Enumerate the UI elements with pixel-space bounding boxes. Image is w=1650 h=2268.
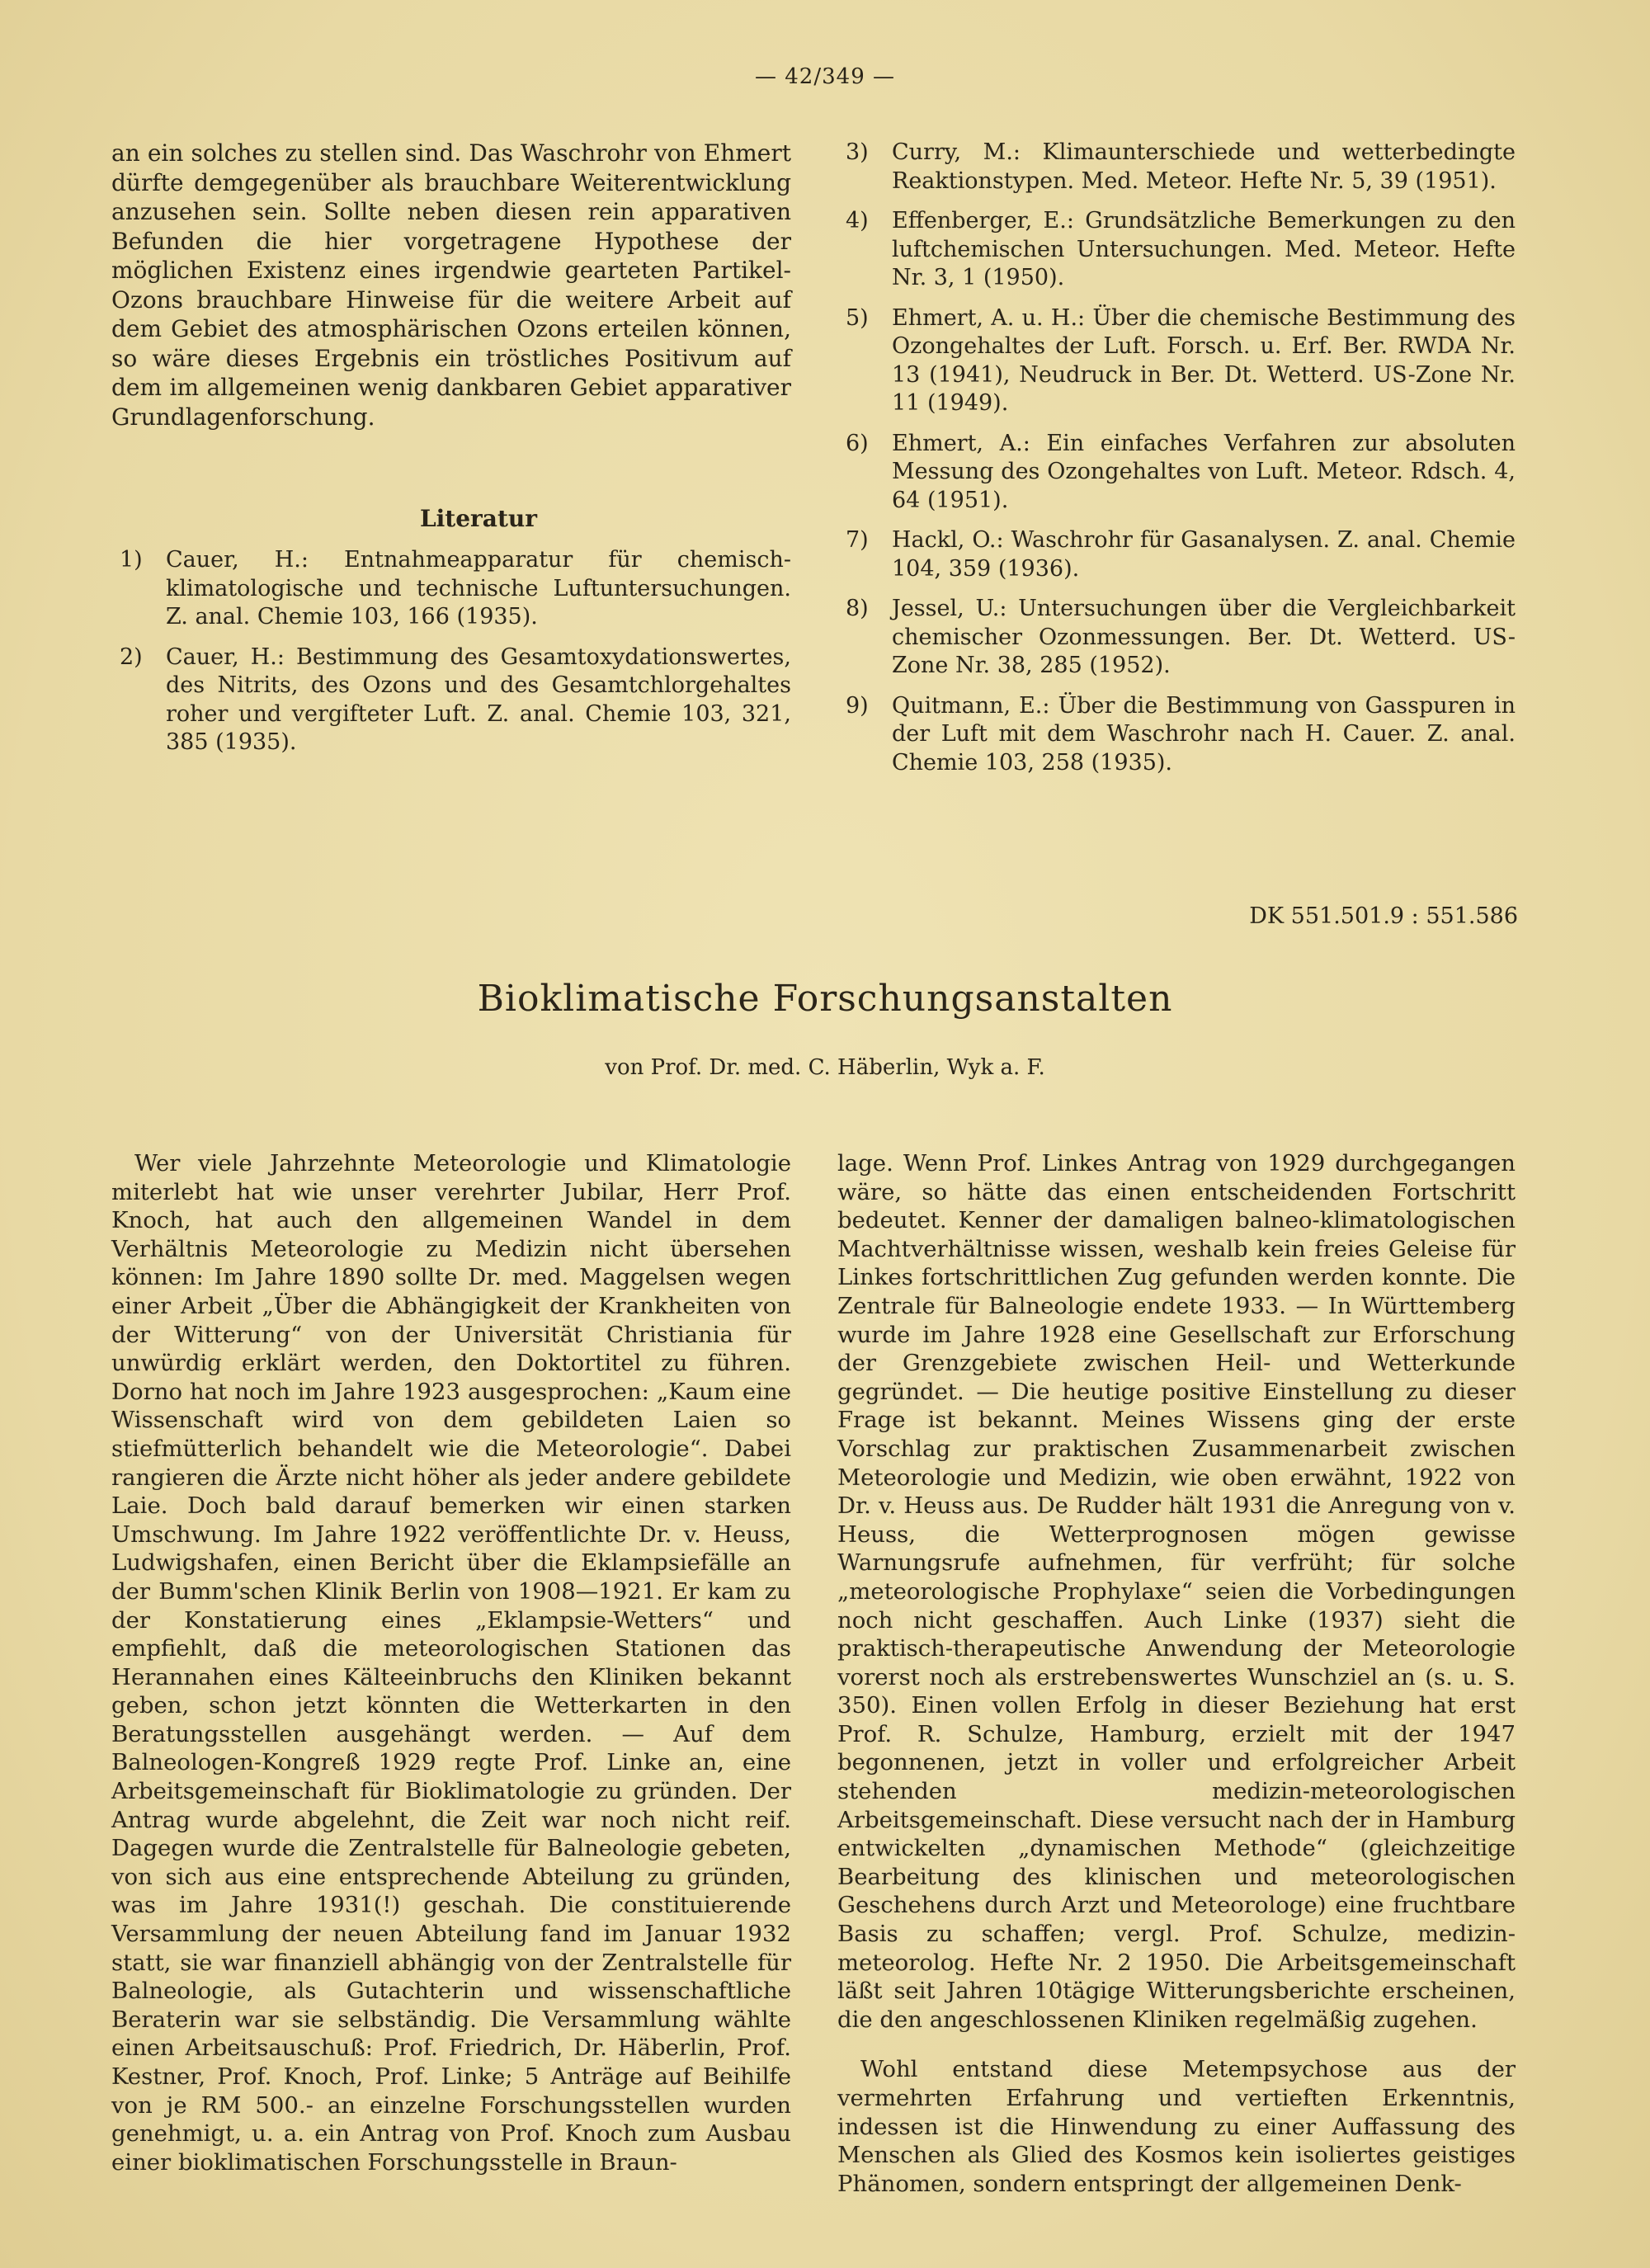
dk-classification: DK 551.501.9 : 551.586	[1249, 903, 1518, 929]
top-left-column	[111, 139, 791, 431]
reference-item: 3) Curry, M.: Klimaunterschiede und wetterbedingte Reaktionstypen. Med. Meteor. Hefte Nr. 5, 39 (1951).	[846, 139, 1516, 194]
reference-item: 2) Cauer, H.: Bestimmung des Gesamtoxydationswertes, des Nitrits, des Ozons und des Gesamtchlorgehaltes roher und vergifteter Luft. Z. anal. Chemie 103, 321, 385 (1935).	[120, 644, 791, 755]
reference-item: 6) Ehmert, A.: Ein einfaches Verfahren zur absoluten Messung des Ozongehaltes von Luft. Meteor. Rdsch. 4, 64 (1951).	[846, 430, 1516, 513]
reference-item: 5) Ehmert, A. u. H.: Über die chemische Bestimmung des Ozongehaltes der Luft. Forsch. u. Erf. Ber. RWDA Nr. 13 (1941), Neudruck in Ber. Dt. Wetterd. US-Zone Nr. 11 (1949).	[846, 304, 1516, 416]
reference-item: 4) Effenberger, E.: Grundsätzliche Bemerkungen zu den luftchemischen Untersuchungen. Med. Meteor. Hefte Nr. 3, 1 (1950).	[846, 208, 1516, 290]
article-right-column	[837, 1149, 1516, 2198]
article-paragraph: lage. Wenn Prof. Linkes Antrag von 1929 durchgegangen wäre, so hätte das einen entscheidenden Fortschritt bedeutet. Kenner der damaligen balneo-klimatologischen Machtverhältnisse wissen, weshalb kein freies Geleise für Linkes fortschrittlichen Zug gefunden werden konnte. Die Zentrale für Balneologie endete 1933. — In Württemberg wurde im Jahre 1928 eine Gesellschaft zur Erforschung der Grenzgebiete zwischen Heil- und Wetterkunde gegründet. — Die heutige positive Einstellung zu dieser Frage ist bekannt. Meines Wissens ging der erste Vorschlag zur praktischen Zusammenarbeit zwischen Meteorologie und Medizin, wie oben erwähnt, 1922 von Dr. v. Heuss aus. De Rudder hält 1931 die Anregung von v. Heuss, die Wetterprognosen mögen gewisse Warnungsrufe aufnehmen, für verfrüht; für solche „meteorologische Prophylaxe“ seien die Vorbedingungen noch nicht geschaffen. Auch Linke (1937) sieht die praktisch-therapeutische Anwendung der Meteorologie vorerst noch als erstrebenswertes Wunschziel an (s. u. S. 350). Einen vollen Erfolg in dieser Beziehung hat erst Prof. R. Schulze, Hamburg, erzielt mit der 1947 begonnenen, jetzt in voller und erfolgreicher Arbeit stehenden medizin-meteorologischen Arbeitsgemeinschaft. Diese versucht nach der in Hamburg entwickelten „dynamischen Methode“ (gleichzeitige Bearbeitung des klinischen und meteorologischen Geschehens durch Arzt und Meteorologe) eine fruchtbare Basis zu schaffen; vergl. Prof. Schulze, medizin-meteorolog. Hefte Nr. 2 1950. Die Arbeitsgemeinschaft läßt seit Jahren 10tägige Witterungsberichte erscheinen, die den angeschlossenen Kliniken regelmäßig zugehen.	[837, 1150, 1516, 2033]
article-byline: von Prof. Dr. med. C. Häberlin, Wyk a. F.	[605, 1055, 1045, 1080]
references-left	[120, 546, 791, 769]
reference-item: 9) Quitmann, E.: Über die Bestimmung von Gasspuren in der Luft mit dem Waschrohr nach H. Cauer. Z. anal. Chemie 103, 258 (1935).	[846, 692, 1516, 776]
article-left-column	[111, 1149, 791, 2176]
reference-item: 8) Jessel, U.: Untersuchungen über die Vergleichbarkeit chemischer Ozonmessungen. Ber. Dt. Wetterd. US-Zone Nr. 38, 285 (1952).	[846, 596, 1516, 678]
references-right	[846, 139, 1516, 789]
article-paragraph: Wer viele Jahrzehnte Meteorologie und Klimatologie miterlebt hat wie unser verehrter Jubilar, Herr Prof. Knoch, hat auch den allgemeinen Wandel in dem Verhältnis Meteorologie zu Medizin nicht übersehen können: Im Jahre 1890 sollte Dr. med. Maggelsen wegen einer Arbeit „Über die Abhängigkeit der Krankheiten von der Witterung“ von der Universität Christiania für unwürdig erklärt werden, den Doktortitel zu führen. Dorno hat noch im Jahre 1923 ausgesprochen: „Kaum eine Wissenschaft wird von dem gebildeten Laien so stiefmütterlich behandelt wie die Meteorologie“. Dabei rangieren die Ärzte nicht höher als jeder andere gebildete Laie. Doch bald darauf bemerken wir einen starken Umschwung. Im Jahre 1922 veröffentlichte Dr. v. Heuss, Ludwigshafen, einen Bericht über die Eklampsiefälle an der Bumm'schen Klinik Berlin von 1908—1921. Er kam zu der Konstatierung eines „Eklampsie-Wetters“ und empfiehlt, daß die meteorologischen Stationen das Herannahen eines Kälteeinbruchs den Kliniken bekannt geben, schon jetzt könnten die Wetterkarten in den Beratungsstellen ausgehängt werden. — Auf dem Balneologen-Kongreß 1929 regte Prof. Linke an, eine Arbeitsgemeinschaft für Bioklimatologie zu gründen. Der Antrag wurde abgelehnt, die Zeit war noch nicht reif. Dagegen wurde die Zentralstelle für Balneologie gebeten, von sich aus eine entsprechende Abteilung zu gründen, was im Jahre 1931(!) geschah. Die constituierende Versammlung der neuen Abteilung fand im Januar 1932 statt, sie war finanziell abhängig von der Zentralstelle für Balneologie, als Gutachterin und wissenschaftliche Beraterin war sie selbständig. Die Versammlung wählte einen Arbeitsauschuß: Prof. Friedrich, Dr. Häberlin, Prof. Kestner, Prof. Knoch, Prof. Linke; 5 Anträge auf Beihilfe von je RM 500.- an einzelne Forschungsstellen wurden genehmigt, u. a. ein Antrag von Prof. Knoch zum Ausbau einer bioklimatischen Forschungsstelle in Braun-	[111, 1150, 791, 2176]
article-paragraph: Wohl entstand diese Metempsychose aus der vermehrten Erfahrung und vertieften Erkenntnis, indessen ist die Hinwendung zu einer Auffassung des Menschen als Glied des Kosmos kein isoliertes geistiges Phänomen, sondern entspringt der allgemeinen Denk-	[837, 2056, 1516, 2197]
literature-heading: Literatur	[419, 505, 537, 532]
closing-paragraph: an ein solches zu stellen sind. Das Waschrohr von Ehmert dürfte demgegenüber als brauchbare Weiterentwicklung anzusehen sein. Sollte neben diesen rein apparativen Befunden die hier vorgetragene Hypothese der möglichen Existenz eines irgendwie gearteten Partikel-Ozons brauchbare Hinweise für die weitere Arbeit auf dem Gebiet des atmosphärischen Ozons erteilen können, so wäre dieses Ergebnis ein tröstliches Positivum auf dem im allgemeinen wenig dankbaren Gebiet apparativer Grundlagenforschung.	[111, 139, 791, 431]
reference-item: 1) Cauer, H.: Entnahmeapparatur für chemisch-klimatologische und technische Luftuntersuchungen. Z. anal. Chemie 103, 166 (1935).	[120, 547, 791, 629]
reference-item: 7) Hackl, O.: Waschrohr für Gasanalysen. Z. anal. Chemie 104, 359 (1936).	[846, 527, 1516, 582]
article-title: Bioklimatische Forschungsanstalten	[477, 978, 1173, 1020]
page-number: — 42/349 —	[755, 64, 895, 89]
